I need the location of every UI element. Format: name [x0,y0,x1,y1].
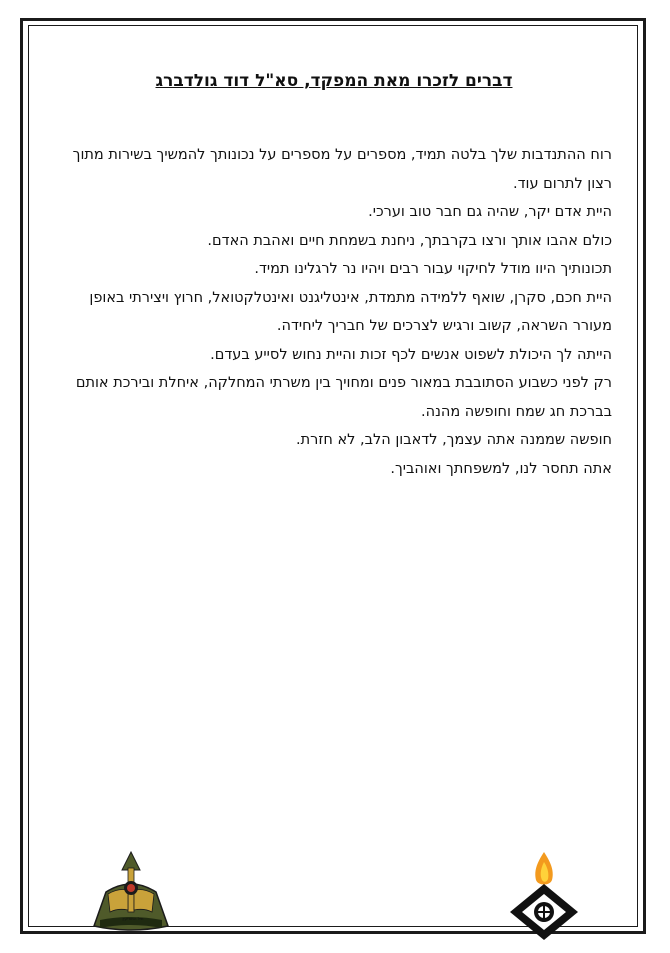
document-body [56,141,612,483]
paragraph: רק לפני כשבוע הסתובבת במאור פנים ומחויך בין משרתי המחלקה, איחלת ובירכת אותם בברכת חג שמח וחופשה מהנה. [75,375,612,420]
paragraph: אתה תחסר לנו, למשפחתך ואוהביך. [390,460,612,477]
memorial-flame-icon [506,850,582,940]
military-unit-insignia-icon [88,848,174,934]
document-content [56,60,612,483]
document-title: דברים לזכרו מאת המפקד, סא"ל דוד גולדברג [155,71,513,91]
paragraph: כולם אהבו אותך ורצו בקרבתך, ניחנת בשמחת חיים ואהבת האדם. [207,232,612,249]
paragraph: היית חכם, סקרן, שואף ללמידה מתמדת, אינטליגנט ואינטלקטואל, חרוץ ויצירתי באופן מעורר השראה, קשוב ורגיש לצרכים של חבריך ליחידה. [89,289,612,334]
insignia-label: חיל המודיעין [122,916,144,921]
paragraph: היית אדם יקר, שהיה גם חבר טוב וערכי. [368,204,612,220]
paragraph: תכונותיך היוו מודל לחיקוי עבור רבים ויהיו נר לרגלינו תמיד. [254,261,612,277]
paragraph: חופשה שממנה אתה עצמך, לדאבון הלב, לא חזרת. [296,432,612,448]
paragraph: הייתה לך היכולת לשפוט אנשים לכף זכות והיית נחוש לסייע בעדם. [210,346,612,363]
paragraph: רוח ההתנדבות שלך בלטה תמיד, מספרים על מספרים על נכונותך להמשיך בשירות מתוך רצון לתרום עוד. [72,147,612,192]
